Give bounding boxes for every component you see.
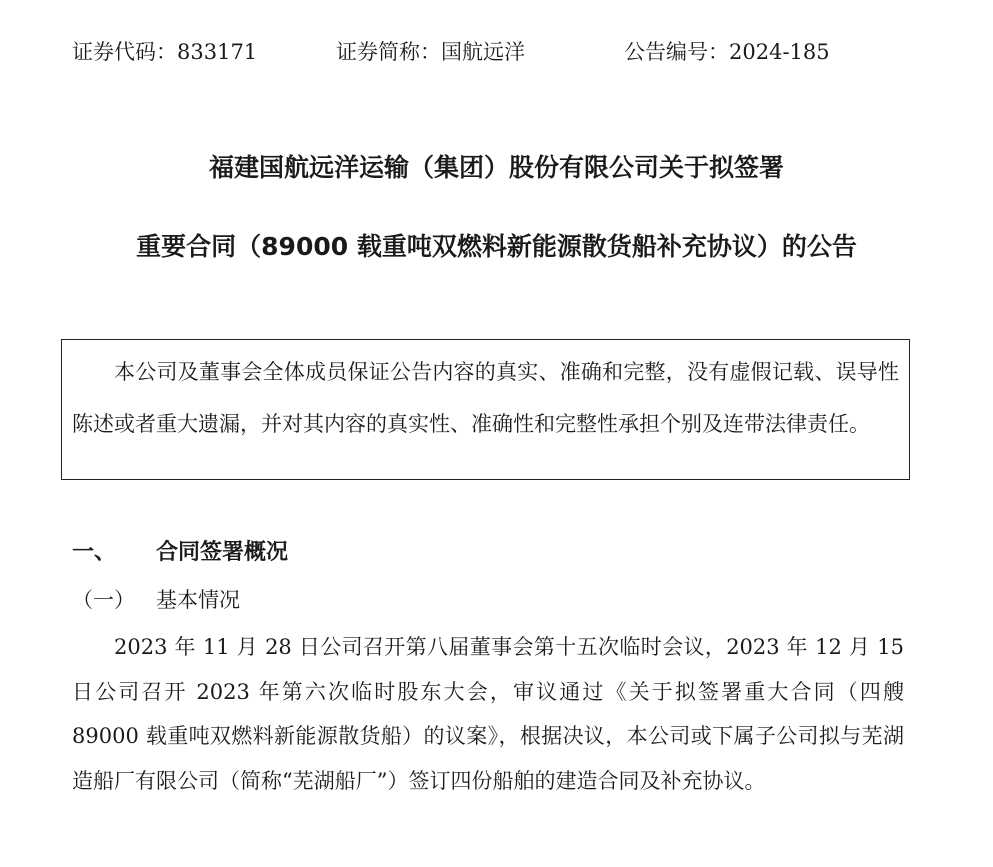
- board-assurance-notice: [61, 339, 910, 480]
- section-number: 一、: [72, 540, 117, 565]
- announcement-number: 公告编号：2024-185: [624, 40, 830, 64]
- stock-abbreviation: 证券简称：国航远洋: [336, 40, 525, 64]
- notice-text: 本公司及董事会全体成员保证公告内容的真实、准确和完整，没有虚假记载、误导性陈述或者重大遗漏，并对其内容的真实性、准确性和完整性承担个别及连带法律责任。: [72, 360, 899, 436]
- document-title-line-1: 福建国航远洋运输（集团）股份有限公司关于拟签署: [208, 153, 784, 182]
- subsection-title: 基本情况: [156, 588, 240, 612]
- section-title: 合同签署概况: [156, 540, 289, 565]
- subsection-number: （一）: [72, 588, 135, 612]
- body-paragraph: 2023 年 11 月 28 日公司召开第八届董事会第十五次临时会议，2023 年 12 月 15 日公司召开 2023 年第六次临时股东大会，审议通过《关于拟签署重大合同（四艘 89000 载重吨双燃料新能源散货船）的议案》，根据决议，本公司或下属子公司拟与芜湖造船厂有限公司（简称“芜湖船厂”）签订四份船舶的建造合同及补充协议。: [72, 635, 904, 793]
- document-title-line-2: 重要合同（89000 载重吨双燃料新能源散货船补充协议）的公告: [136, 232, 857, 261]
- document-header: [72, 36, 932, 68]
- stock-code: 证券代码：833171: [72, 40, 258, 64]
